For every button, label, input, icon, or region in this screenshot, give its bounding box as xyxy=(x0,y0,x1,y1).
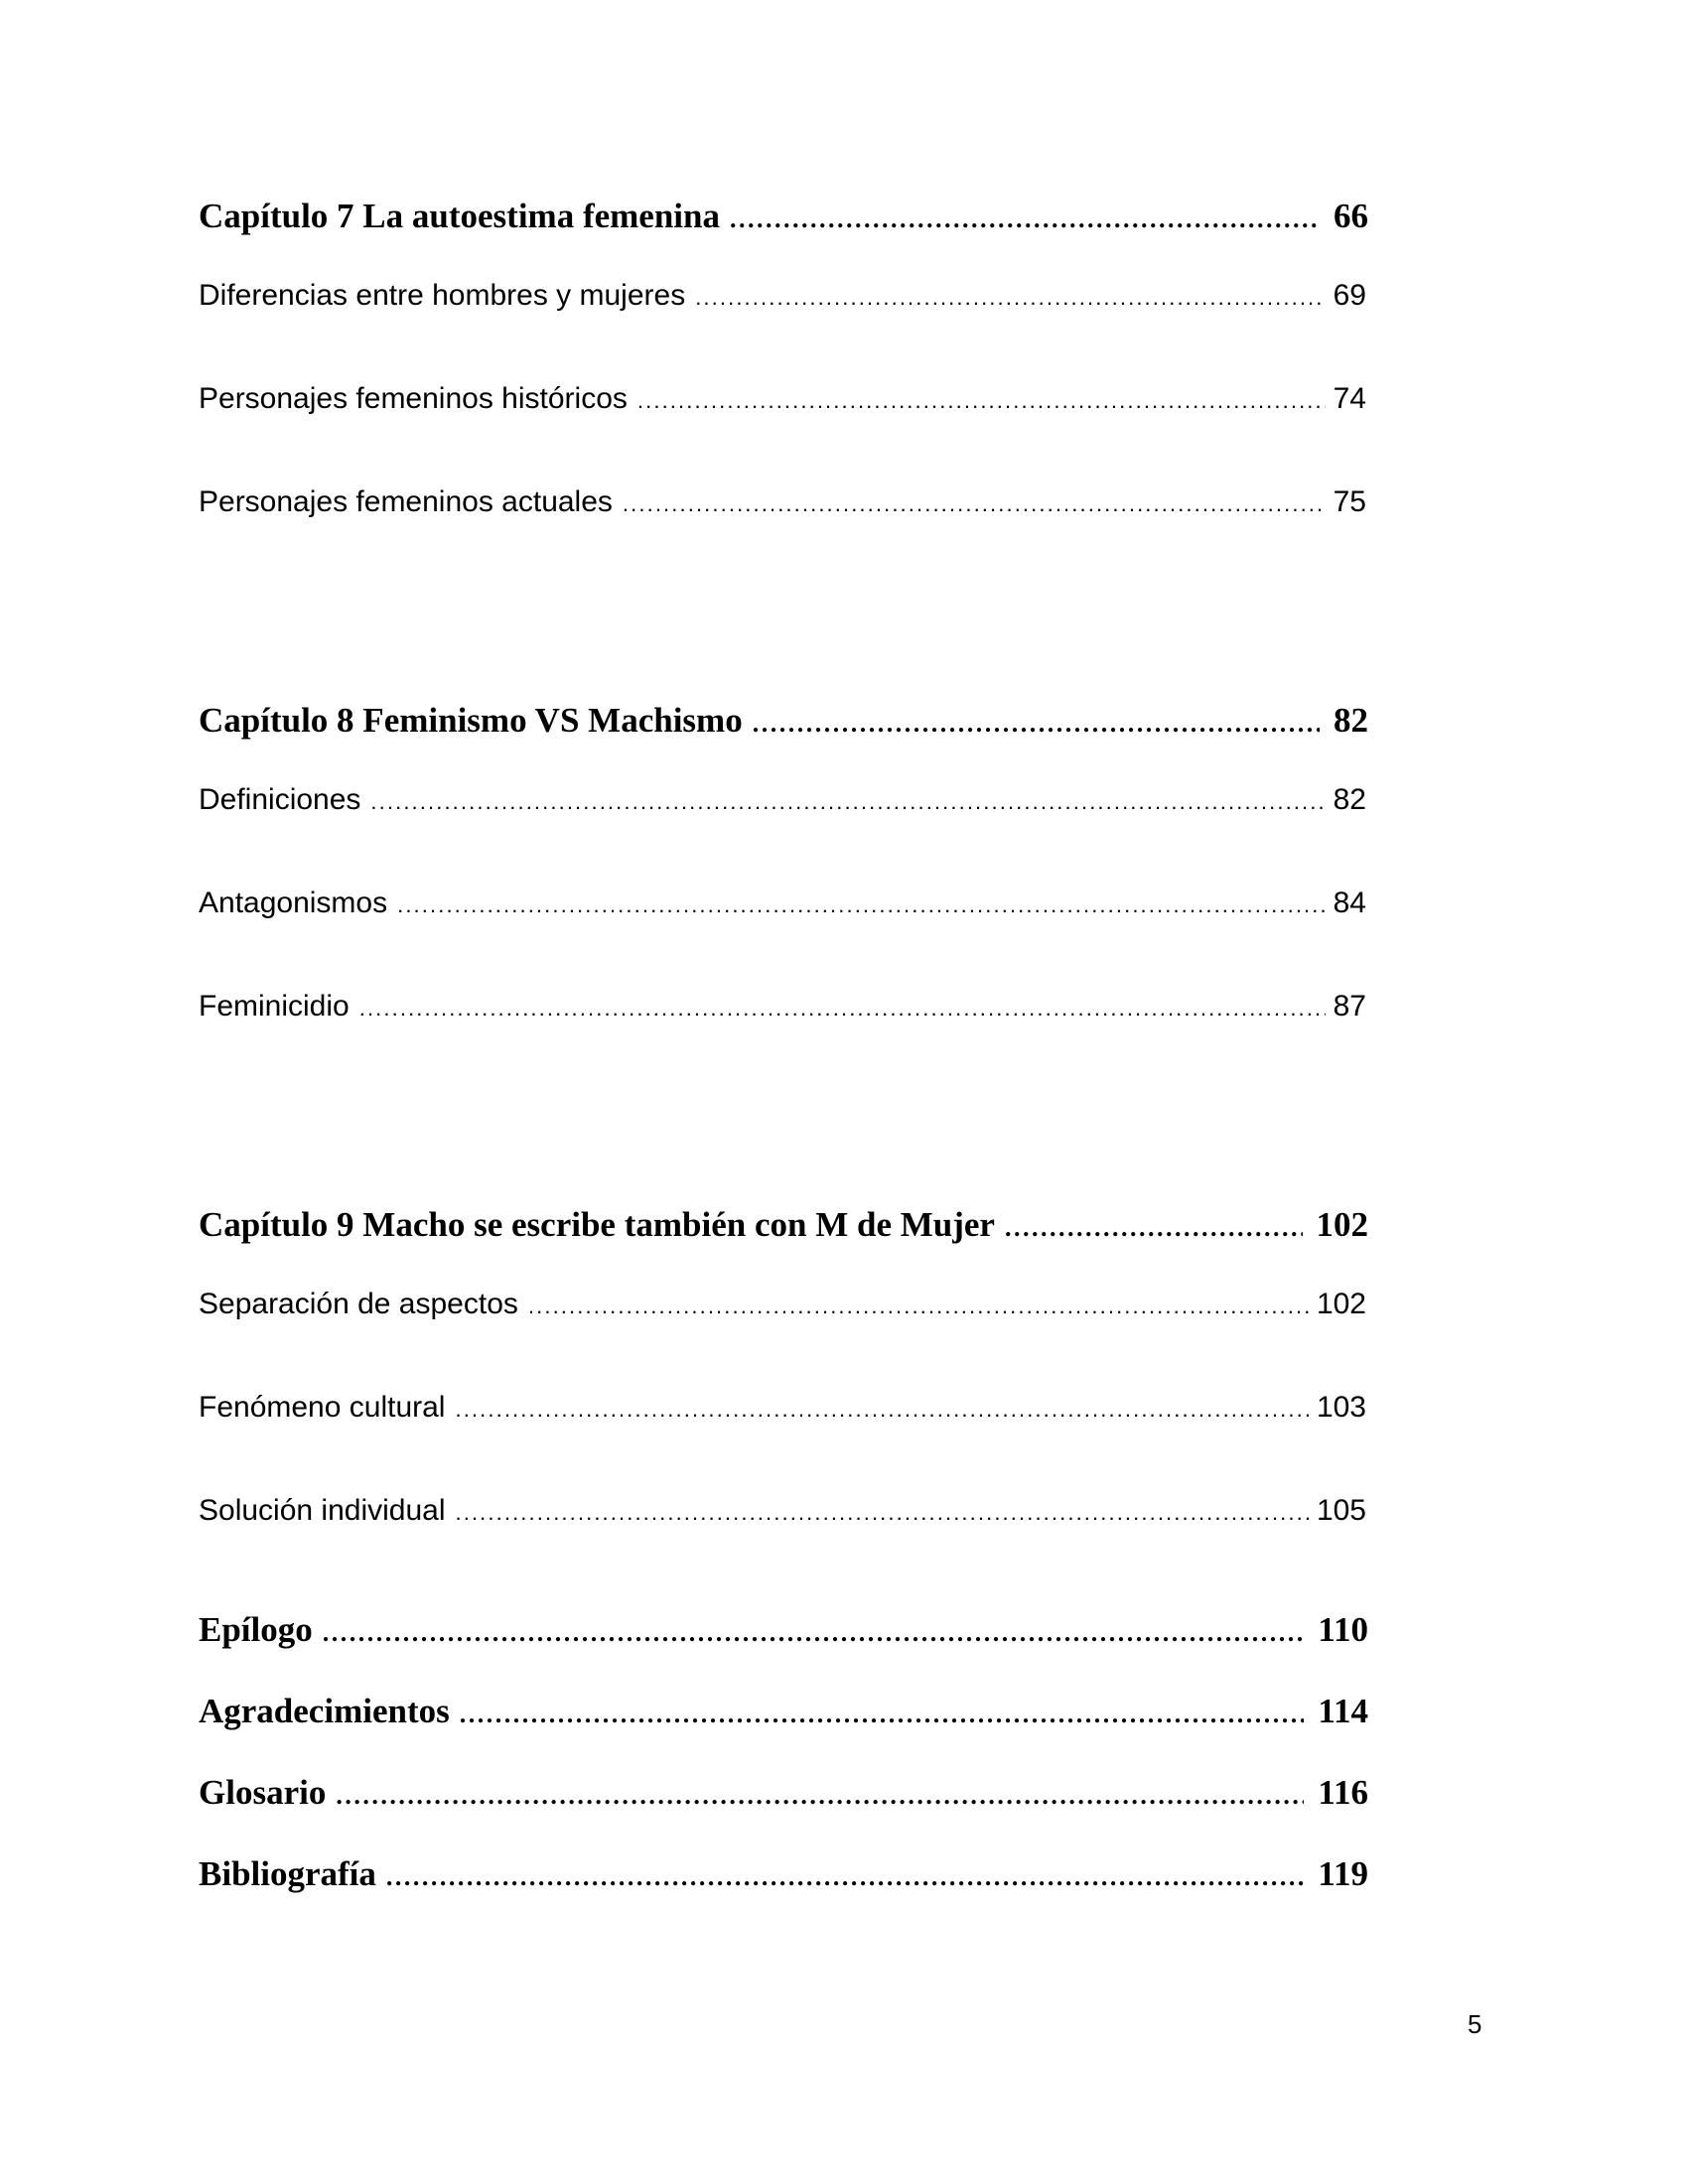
dot-leader xyxy=(359,996,1326,1022)
toc-entry-page: 102 xyxy=(1316,1205,1368,1244)
toc-entry-page: 116 xyxy=(1318,1773,1368,1812)
dot-leader xyxy=(323,1618,1305,1648)
toc-entry-title: Capítulo 7 La autoestima femenina xyxy=(199,197,720,235)
toc-entry-page: 102 xyxy=(1316,1288,1366,1320)
toc-entry-title: Personajes femeninos actuales xyxy=(199,485,613,518)
toc-entry-page: 105 xyxy=(1316,1494,1366,1527)
toc-entry-page: 84 xyxy=(1333,887,1366,919)
dot-leader xyxy=(370,789,1325,815)
toc-section xyxy=(199,1288,1366,1325)
toc-section xyxy=(199,1494,1366,1532)
toc-entry-page: 87 xyxy=(1333,990,1366,1023)
toc-entry-title: Diferencias entre hombres y mujeres xyxy=(199,279,686,312)
toc-entry-page: 82 xyxy=(1333,783,1366,816)
toc-entry-page: 66 xyxy=(1334,197,1368,235)
dot-leader xyxy=(386,1862,1305,1892)
dot-leader xyxy=(455,1397,1308,1423)
toc-entry-page: 114 xyxy=(1318,1692,1368,1730)
toc-entry-title: Antagonismos xyxy=(199,887,388,919)
toc-entry-title: Capítulo 8 Feminismo VS Machismo xyxy=(199,701,743,740)
toc-entry-page: 103 xyxy=(1316,1391,1366,1424)
toc-entry-title: Bibliografía xyxy=(199,1854,376,1893)
toc-entry-page: 82 xyxy=(1334,701,1368,740)
toc-section xyxy=(199,783,1366,821)
toc-section xyxy=(199,279,1366,317)
toc-entry-title: Feminicidio xyxy=(199,990,350,1023)
toc-entry-title: Separación de aspectos xyxy=(199,1288,518,1320)
toc-entry-title: Epílogo xyxy=(199,1610,313,1649)
toc-entry-page: 110 xyxy=(1318,1610,1368,1649)
toc-section xyxy=(199,1391,1366,1429)
dot-leader xyxy=(637,388,1326,414)
toc-entry-title: Capítulo 9 Macho se escribe también con M de Mujer xyxy=(199,1205,995,1244)
toc-entry-title: Solución individual xyxy=(199,1494,446,1527)
dot-leader xyxy=(730,205,1320,234)
toc-entry-page: 69 xyxy=(1333,279,1366,312)
toc-back-matter-entry xyxy=(199,1854,1368,1898)
dot-leader xyxy=(456,1500,1309,1526)
toc-back-matter-entry xyxy=(199,1773,1368,1817)
toc-chapter-7 xyxy=(199,197,1368,240)
toc-entry-title: Personajes femeninos históricos xyxy=(199,382,628,415)
toc-chapter-8 xyxy=(199,701,1368,745)
toc-entry-title: Definiciones xyxy=(199,783,361,816)
toc-back-matter-entry xyxy=(199,1610,1368,1654)
toc-entry-title: Agradecimientos xyxy=(199,1692,450,1730)
dot-leader xyxy=(336,1781,1304,1811)
toc-chapter-9 xyxy=(199,1205,1368,1249)
toc-entry-page: 74 xyxy=(1333,382,1366,415)
dot-leader xyxy=(528,1294,1309,1319)
toc-back-matter-entry xyxy=(199,1692,1368,1735)
toc-section xyxy=(199,887,1366,924)
dot-leader xyxy=(397,892,1326,918)
dot-leader xyxy=(623,491,1326,517)
toc-section xyxy=(199,485,1366,523)
toc-section xyxy=(199,382,1366,420)
dot-leader xyxy=(695,285,1325,311)
dot-leader xyxy=(1005,1213,1303,1243)
toc-entry-page: 119 xyxy=(1318,1854,1368,1893)
toc-entry-title: Glosario xyxy=(199,1773,327,1812)
toc-section xyxy=(199,990,1366,1027)
page-number: 5 xyxy=(1468,2009,1482,2039)
dot-leader xyxy=(753,709,1320,739)
dot-leader xyxy=(460,1700,1305,1729)
toc-entry-page: 75 xyxy=(1333,485,1366,518)
toc-entry-title: Fenómeno cultural xyxy=(199,1391,446,1424)
